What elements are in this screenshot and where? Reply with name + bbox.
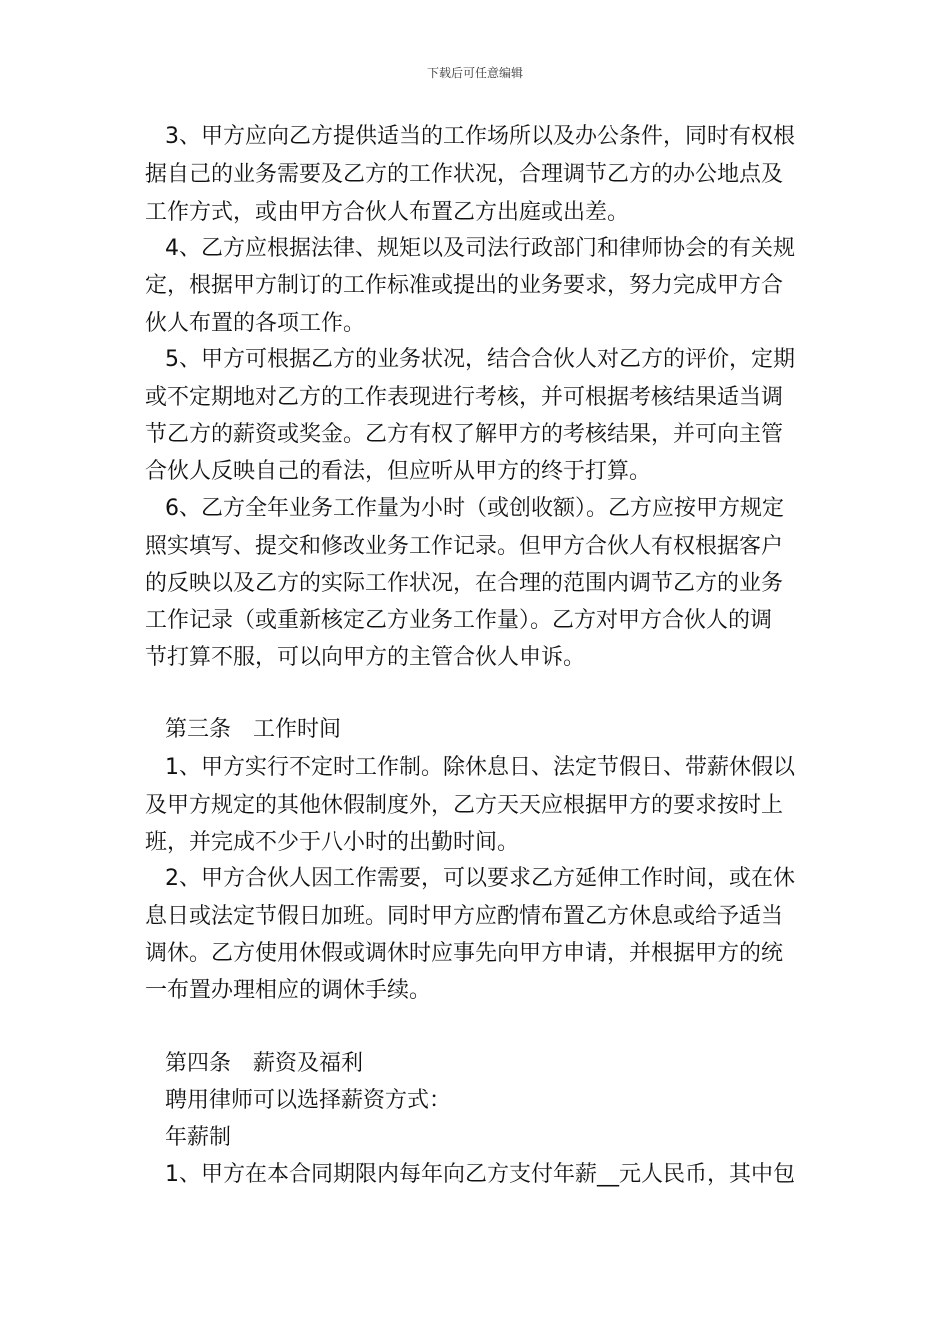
paragraph-line: 的反映以及乙方的实际工作状况，在合理的范围内调节乙方的业务 [145,571,784,596]
section-heading: 第四条 薪资及福利 [165,1051,364,1076]
paragraph-line: 年薪制 [165,1125,232,1150]
page-header: 下载后可任意编辑 [426,66,523,80]
paragraph-line: 3、甲方应向乙方提供适当的工作场所以及办公条件，同时有权根 [165,124,795,149]
paragraph-line: 1、甲方在本合同期限内每年向乙方支付年薪__元人民币，其中包 [165,1162,795,1187]
paragraph-line: 5、甲方可根据乙方的业务状况，结合合伙人对乙方的评价，定期 [165,347,795,372]
paragraph-line: 班，并完成不少于八小时的出勤时间。 [145,830,520,855]
section-heading: 第三条 工作时间 [165,717,342,742]
paragraph-line: 6、乙方全年业务工作量为小时（或创收额）。乙方应按甲方规定 [165,496,784,521]
paragraph-line: 聘用律师可以选择薪资方式： [165,1088,452,1113]
paragraph-line: 节乙方的薪资或奖金。乙方有权了解甲方的考核结果，并可向主管 [145,422,784,447]
paragraph-line: 或不定期地对乙方的工作表现进行考核，并可根据考核结果适当调 [145,385,784,410]
paragraph-line: 及甲方规定的其他休假制度外，乙方天天应根据甲方的要求按时上 [145,793,784,818]
paragraph-line: 1、甲方实行不定时工作制。除休息日、法定节假日、带薪休假以 [165,755,795,780]
paragraph-line: 照实填写、提交和修改业务工作记录。但甲方合伙人有权根据客户 [145,534,784,559]
paragraph-line: 息日或法定节假日加班。同时甲方应酌情布置乙方休息或给予适当 [145,904,784,929]
paragraph-line: 2、甲方合伙人因工作需要，可以要求乙方延伸工作时间，或在休 [165,866,795,891]
paragraph-line: 伙人布置的各项工作。 [145,311,366,336]
paragraph-line: 合伙人反映自己的看法，但应听从甲方的终于打算。 [145,459,652,484]
paragraph-line: 工作方式，或由甲方合伙人布置乙方出庭或出差。 [145,200,630,225]
paragraph-line: 调休。乙方使用休假或调休时应事先向甲方申请，并根据甲方的统 [145,941,784,966]
paragraph-line: 定，根据甲方制订的工作标准或提出的业务要求，努力完成甲方合 [145,273,784,298]
paragraph-line: 4、乙方应根据法律、规矩以及司法行政部门和律师协会的有关规 [165,236,795,261]
paragraph-line: 据自己的业务需要及乙方的工作状况，合理调节乙方的办公地点及 [145,162,784,187]
paragraph-line: 工作记录（或重新核定乙方业务工作量）。乙方对甲方合伙人的调 [145,608,773,633]
paragraph-line: 节打算不服，可以向甲方的主管合伙人申诉。 [145,645,586,670]
paragraph-line: 一布置办理相应的调休手续。 [145,978,432,1003]
